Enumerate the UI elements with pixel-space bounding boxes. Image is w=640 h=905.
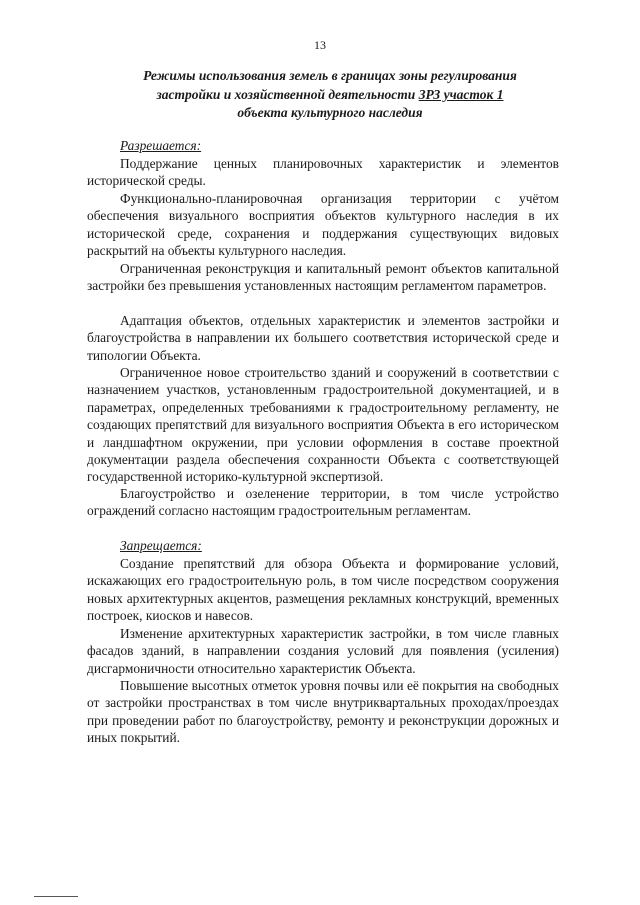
title-line-1: Режимы использования земель в границах зоны регулирования [143, 68, 517, 83]
forbidden-paragraph: Повышение высотных отметок уровня почвы или её покрытия на свободных от застройки пространствах в том числе внутриквартальных проходах/проездах при проведении работ по благоустройству, ремонту и реконструкции дорожных и иных покрытий. [87, 678, 559, 746]
forbidden-paragraph: Изменение архитектурных характеристик застройки, в том числе главных фасадов зданий, в направлении создания условий для появления (усиления) дисгармоничности относительно характеристик Объекта. [87, 626, 559, 676]
document-title [110, 67, 550, 123]
allowed-paragraph: Ограниченное новое строительство зданий и сооружений в соответствии с назначением участков, установленным градостроительной документацией, и в параметрах, определенных требованиями к градостроительному регламенту, не создающих препятствий для визуального восприятия Объекта в его историческом и ландшафтном окружении, при условии оформления в составе проектной документации раздела обеспечения сохранности Объекта с соответствующей государственной историко-культурной экспертизой. [87, 365, 559, 485]
forbidden-heading: Запрещается: [120, 538, 202, 553]
title-line-3: объекта культурного наследия [237, 105, 423, 120]
title-line-2 [110, 86, 550, 105]
allowed-heading: Разрешается: [120, 138, 202, 153]
allowed-paragraph: Поддержание ценных планировочных характеристик и элементов исторической среды. [87, 156, 559, 189]
allowed-paragraph: Адаптация объектов, отдельных характеристик и элементов застройки и благоустройства в направлении их большего соответствия исторической среде и типологии Объекта. [87, 313, 559, 363]
allowed-paragraph: Благоустройство и озеленение территории, в том числе устройство ограждений согласно настоящим градостроительным регламентам. [87, 486, 559, 519]
allowed-paragraph: Функционально-планировочная организация территории с учётом обеспечения визуального восприятия объектов культурного наследия в их исторической среде, сохранения и поддержания существующих видовых раскрытий на объекты культурного наследия. [87, 191, 559, 259]
footer-rule [34, 896, 78, 897]
page-number: 13 [314, 38, 326, 52]
zone-name: ЗРЗ участок 1 [418, 86, 504, 102]
forbidden-paragraph: Создание препятствий для обзора Объекта и формирование условий, искажающих его градостроительную роль, в том числе посредством сооружения новых архитектурных акцентов, размещения рекламных конструкций, временных построек, киосков и навесов. [87, 556, 559, 624]
title-line-2-text: застройки и хозяйственной деятельности [156, 86, 419, 102]
allowed-paragraph: Ограниченная реконструкция и капитальный ремонт объектов капитальной застройки без превышения установленных настоящим регламентом параметров. [87, 261, 559, 294]
